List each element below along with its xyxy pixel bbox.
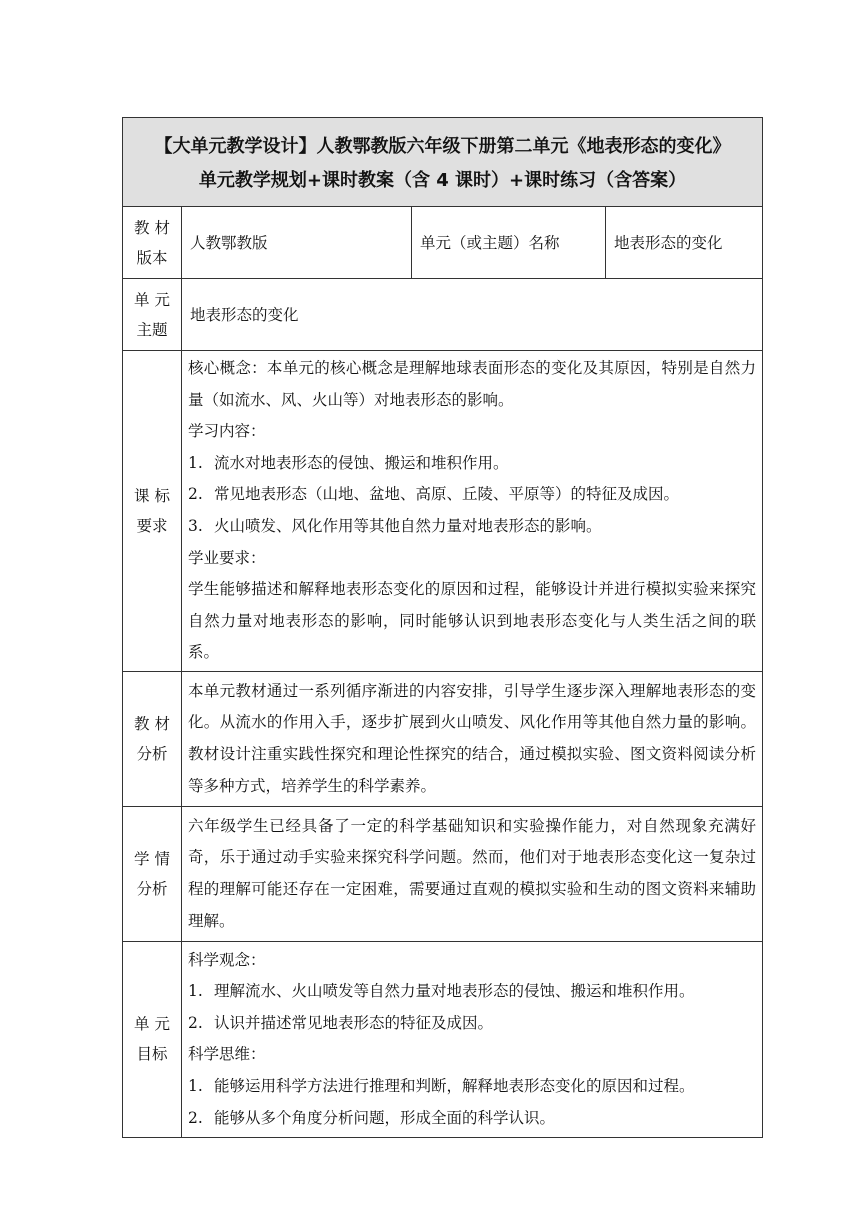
unit-name-value: 地表形态的变化	[606, 207, 763, 279]
list-item	[188, 511, 756, 543]
item-text: 理解流水、火山喷发等自然力量对地表形态的侵蚀、搬运和堆积作用。	[214, 982, 695, 1001]
item-text: 常见地表形态（山地、盆地、高原、丘陵、平原等）的特征及成因。	[214, 485, 680, 504]
core-concept: 核心概念：本单元的核心概念是理解地球表面形态的变化及其原因，特别是自然力量（如流水、风、火山等）对地表形态的影响。	[188, 359, 756, 409]
label-line: 分析	[136, 744, 168, 763]
version-label	[123, 207, 182, 279]
document-title	[123, 118, 763, 207]
title-row	[123, 118, 763, 207]
requirement-text: 学生能够描述和解释地表形态变化的原因和过程，能够设计并进行模拟实验来探究自然力量对地表形态的影响，同时能够认识到地表形态变化与人类生活之间的联系。	[188, 580, 756, 662]
student-label	[123, 806, 182, 941]
title-line-1: 【大单元教学设计】人教鄂教版六年级下册第二单元《地表形态的变化》	[154, 136, 731, 157]
item-text: 流水对地表形态的侵蚀、搬运和堆积作用。	[214, 453, 509, 472]
standards-label	[123, 351, 182, 672]
unit-name-label: 单元（或主题）名称	[412, 207, 606, 279]
document-page	[122, 117, 762, 1138]
list-item	[188, 1071, 756, 1103]
think-heading: 科学思维：	[188, 1045, 266, 1064]
item-number: 1.	[188, 982, 203, 1001]
goals-label	[123, 941, 182, 1137]
item-number: 2.	[188, 485, 203, 504]
item-text: 能够运用科学方法进行推理和判断，解释地表形态变化的原因和过程。	[214, 1077, 695, 1096]
material-row	[123, 671, 763, 806]
item-text: 火山喷发、风化作用等其他自然力量对地表形态的影响。	[214, 516, 602, 535]
label-line: 课 标	[134, 486, 170, 505]
requirement-heading: 学业要求：	[188, 548, 266, 567]
student-row	[123, 806, 763, 941]
item-number: 1.	[188, 453, 203, 472]
goals-content	[182, 941, 763, 1137]
label-line: 分析	[136, 879, 168, 898]
label-line: 目标	[136, 1045, 168, 1064]
material-content: 本单元教材通过一系列循序渐进的内容安排，引导学生逐步深入理解地表形态的变化。从流水的作用入手，逐步扩展到火山喷发、风化作用等其他自然力量的影响。教材设计注重实践性探究和理论性探究的结合，通过模拟实验、图文资料阅读分析等多种方式，培养学生的科学素养。	[182, 671, 763, 806]
label-line: 单 元	[134, 1015, 170, 1034]
list-item	[188, 976, 756, 1008]
goals-row	[123, 941, 763, 1137]
material-label	[123, 671, 182, 806]
list-item	[188, 1008, 756, 1040]
item-text: 认识并描述常见地表形态的特征及成因。	[214, 1013, 494, 1032]
item-text: 能够从多个角度分析问题，形成全面的科学认识。	[214, 1108, 556, 1127]
item-number: 3.	[188, 516, 203, 535]
item-number: 1.	[188, 1077, 203, 1096]
label-line: 版本	[136, 248, 168, 267]
label-line: 主题	[136, 320, 168, 339]
list-item	[188, 479, 756, 511]
content-heading: 学习内容：	[188, 422, 266, 441]
theme-value: 地表形态的变化	[182, 279, 763, 351]
label-line: 学 情	[134, 849, 170, 868]
theme-label	[123, 279, 182, 351]
list-item	[188, 448, 756, 480]
list-item	[188, 1103, 756, 1135]
standards-row	[123, 351, 763, 672]
theme-row	[123, 279, 763, 351]
item-number: 2.	[188, 1108, 203, 1127]
student-content: 六年级学生已经具备了一定的科学基础知识和实验操作能力，对自然现象充满好奇，乐于通过动手实验来探究科学问题。然而，他们对于地表形态变化这一复杂过程的理解可能还存在一定困难，需要通过直观的模拟实验和生动的图文资料来辅助理解。	[182, 806, 763, 941]
label-line: 教 材	[134, 714, 170, 733]
title-line-2: 单元教学规划+课时教案（含 4 课时）+课时练习（含答案）	[198, 170, 687, 191]
standards-content	[182, 351, 763, 672]
item-number: 2.	[188, 1013, 203, 1032]
unit-plan-table	[122, 117, 763, 1138]
version-value: 人教鄂教版	[182, 207, 412, 279]
label-line: 教 材	[134, 218, 170, 237]
sci-heading: 科学观念：	[188, 950, 266, 969]
label-line: 单 元	[134, 290, 170, 309]
label-line: 要求	[136, 516, 168, 535]
version-row	[123, 207, 763, 279]
